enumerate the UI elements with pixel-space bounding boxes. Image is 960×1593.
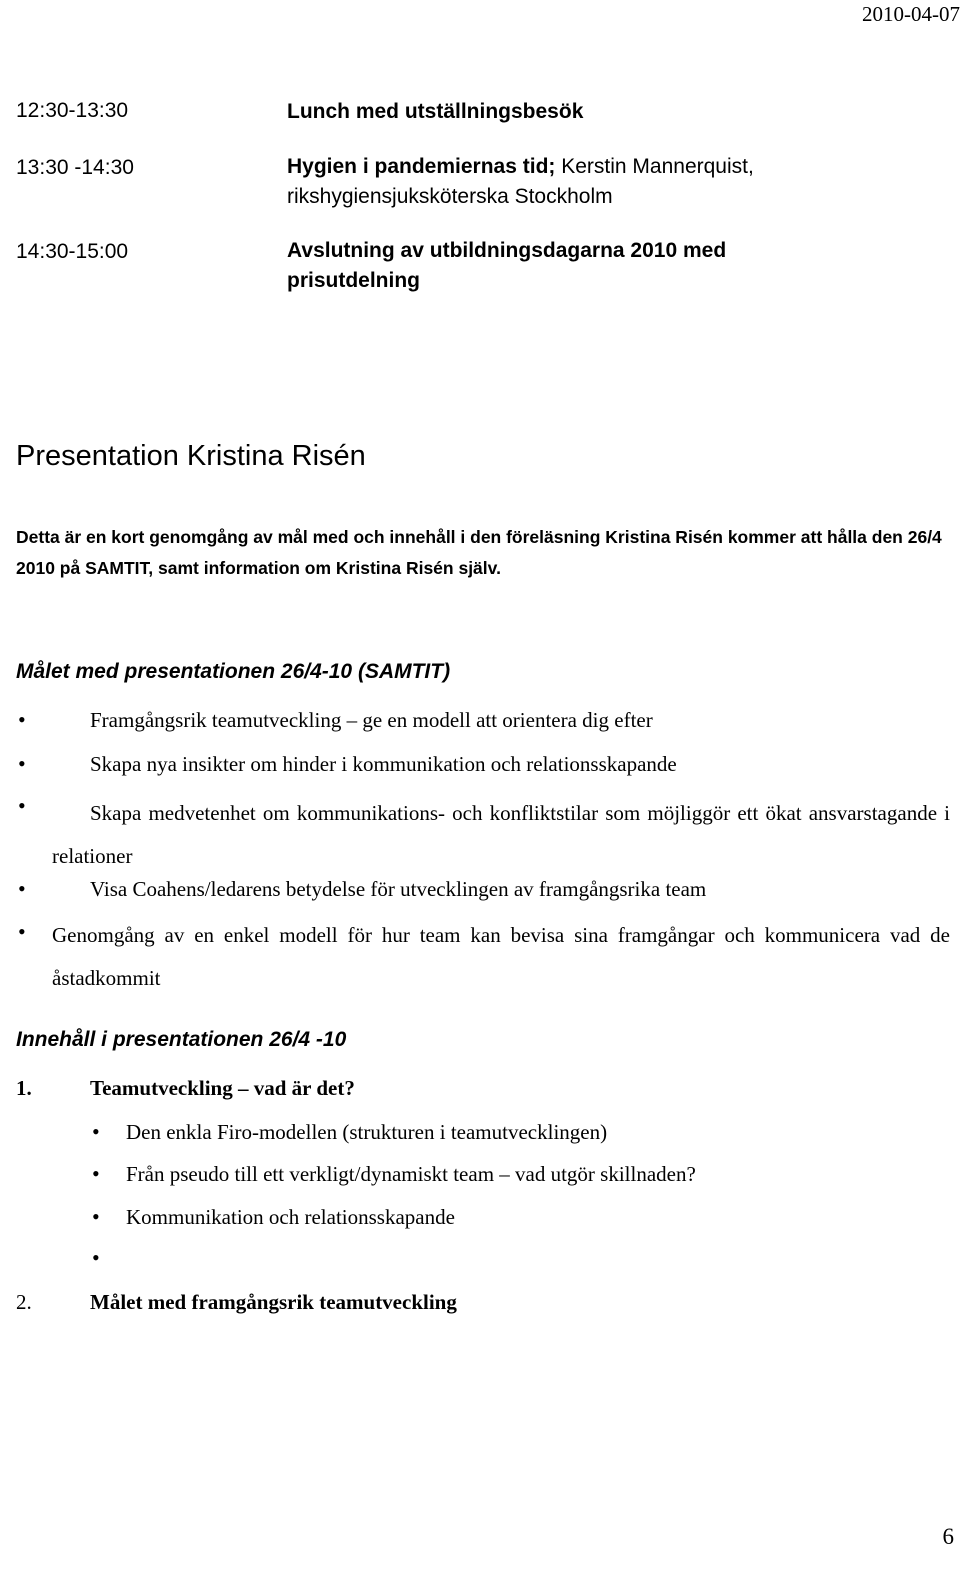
schedule-item-2-title: Hygien i pandemiernas tid;	[287, 155, 556, 178]
schedule-item-1	[287, 97, 887, 127]
bullet-icon: •	[92, 1161, 100, 1186]
schedule-item-2-rest: Kerstin Mannerquist, rikshygiensjuksköterska Stockholm	[287, 155, 754, 208]
schedule-item-1-title: Lunch med utställningsbesök	[287, 100, 584, 123]
goal-item-5: Genomgång av en enkel modell för hur team kan bevisa sina framgångar och kommunicera vad de åstadkommit	[52, 923, 950, 990]
section-2-title: Målet med framgångsrik teamutveckling	[90, 1290, 457, 1314]
content-heading: Innehåll i presentationen 26/4 -10	[16, 1028, 347, 1051]
bullet-icon: •	[92, 1204, 100, 1229]
presentation-title: Presentation Kristina Risén	[16, 440, 366, 472]
goals-heading: Målet med presentationen 26/4-10 (SAMTIT)	[16, 660, 451, 683]
goal-item-1: Framgångsrik teamutveckling – ge en modell att orientera dig efter	[90, 708, 653, 732]
section-1-title: Teamutveckling – vad är det?	[90, 1076, 355, 1100]
section-1-number: 1.	[16, 1076, 32, 1100]
schedule-time-3: 14:30-15:00	[16, 240, 129, 263]
schedule-item-3-title: Avslutning av utbildningsdagarna 2010 med prisutdelning	[287, 239, 727, 292]
bullet-icon: •	[18, 707, 26, 732]
schedule-time-1: 12:30-13:30	[16, 99, 129, 122]
bullet-icon: •	[92, 1245, 100, 1270]
bullet-icon: •	[18, 793, 26, 818]
schedule-time-2: 13:30 -14:30	[16, 156, 134, 179]
page-date: 2010-04-07	[862, 2, 960, 26]
schedule-item-3	[287, 236, 827, 296]
goal-item-3: Skapa medvetenhet om kommunikations- och konfliktstilar som möjliggör ett ökat ansvarstagande i relationer	[52, 801, 950, 868]
section-1-item-2: Från pseudo till ett verkligt/dynamiskt team – vad utgör skillnaden?	[126, 1162, 696, 1186]
section-1-item-1: Den enkla Firo-modellen (strukturen i teamutvecklingen)	[126, 1120, 608, 1144]
bullet-icon: •	[92, 1119, 100, 1144]
section-2-number: 2.	[16, 1290, 32, 1314]
bullet-icon: •	[18, 876, 26, 901]
bullet-icon: •	[18, 919, 26, 944]
section-1-item-3: Kommunikation och relationsskapande	[126, 1205, 455, 1229]
goal-item-4: Visa Coahens/ledarens betydelse för utvecklingen av framgångsrika team	[90, 877, 707, 901]
page-number: 6	[942, 1524, 954, 1549]
bullet-icon: •	[18, 751, 26, 776]
schedule-item-2	[287, 152, 847, 212]
presentation-description: Detta är en kort genomgång av mål med och innehåll i den föreläsning Kristina Risén kommer att hålla den 26/4 2010 på SAMTIT, samt information om Kristina Risén själv.	[16, 527, 942, 578]
goal-item-2: Skapa nya insikter om hinder i kommunikation och relationsskapande	[90, 752, 677, 776]
